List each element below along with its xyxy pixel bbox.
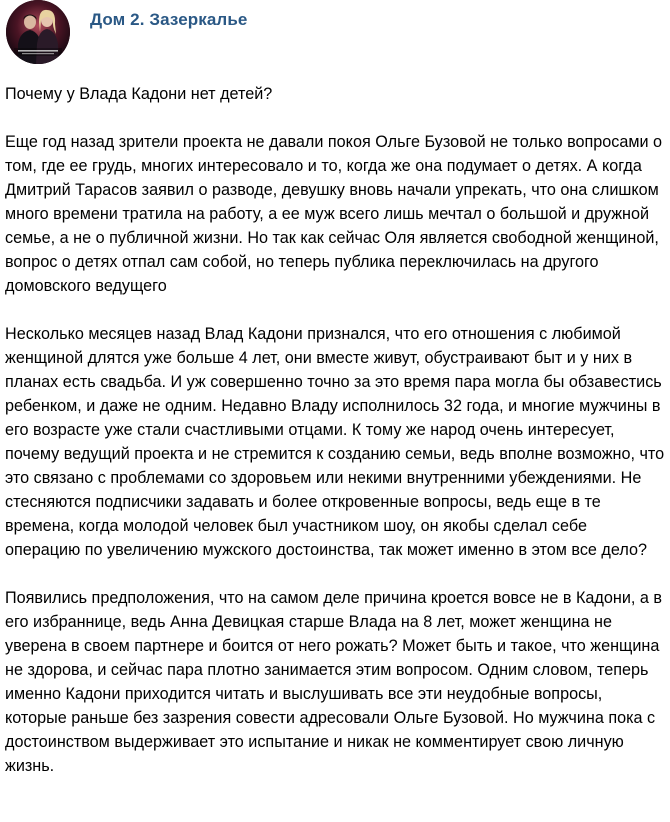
post-header: [6, 0, 656, 70]
post-title: Почему у Влада Кадони нет детей?: [5, 85, 273, 103]
group-avatar[interactable]: [6, 0, 70, 64]
post-paragraph-3: Появились предположения, что на самом деле причина кроется вовсе не в Кадони, а в его избраннице, ведь Анна Девицкая старше Влада на 8 лет, может женщина не уверена в своем партнере и боится от него рожать? Может быть и такое, что женщина не здорова, и сейчас пара плотно занимается этим вопросом. Одним словом, теперь именно Кадони приходится читать и выслушивать все эти неудобные вопросы, которые раньше без зазрения совести адресовали Ольге Бузовой. Но мужчина пока с достоинством выдерживает это испытание и никак не комментирует свою личную жизнь.: [5, 589, 662, 775]
group-name-link[interactable]: Дом 2. Зазеркалье: [90, 10, 248, 29]
avatar-photo-icon: [6, 0, 70, 64]
post-text: [5, 82, 665, 802]
post-paragraph-1: Еще год назад зрители проекта не давали покоя Ольге Бузовой не только вопросами о том, где ее грудь, многих интересовало и то, когда же она подумает о детях. А когда Дмитрий Тарасов заявил о разводе, девушку вновь начали упрекать, что она слишком много времени тратила на работу, а ее муж всего лишь мечтал о большой и дружной семье, а не о публичной жизни. Но так как сейчас Оля является свободной женщиной, вопрос о детях отпал сам собой, но теперь публика переключилась на другого домовского ведущего: [5, 133, 663, 295]
post-paragraph-2: Несколько месяцев назад Влад Кадони признался, что его отношения с любимой женщиной длятся уже больше 4 лет, они вместе живут, обустраивают быт и у них в планах есть свадьба. И уж совершенно точно за это время пара могла бы обзавестись ребенком, и даже не одним. Недавно Владу исполнилось 32 года, и многие мужчины в его возрасте уже стали счастливыми отцами. К тому же народ очень интересует, почему ведущий проекта и не стремится к созданию семьи, ведь вполне возможно, что это связано с проблемами со здоровьем или некими внутренними убеждениями. Не стесняются подписчики задавать и более откровенные вопросы, ведь еще в те времена, когда молодой человек был участником шоу, он якобы сделал себе операцию по увеличению мужского достоинства, так может именно в этом все дело?: [5, 325, 665, 559]
